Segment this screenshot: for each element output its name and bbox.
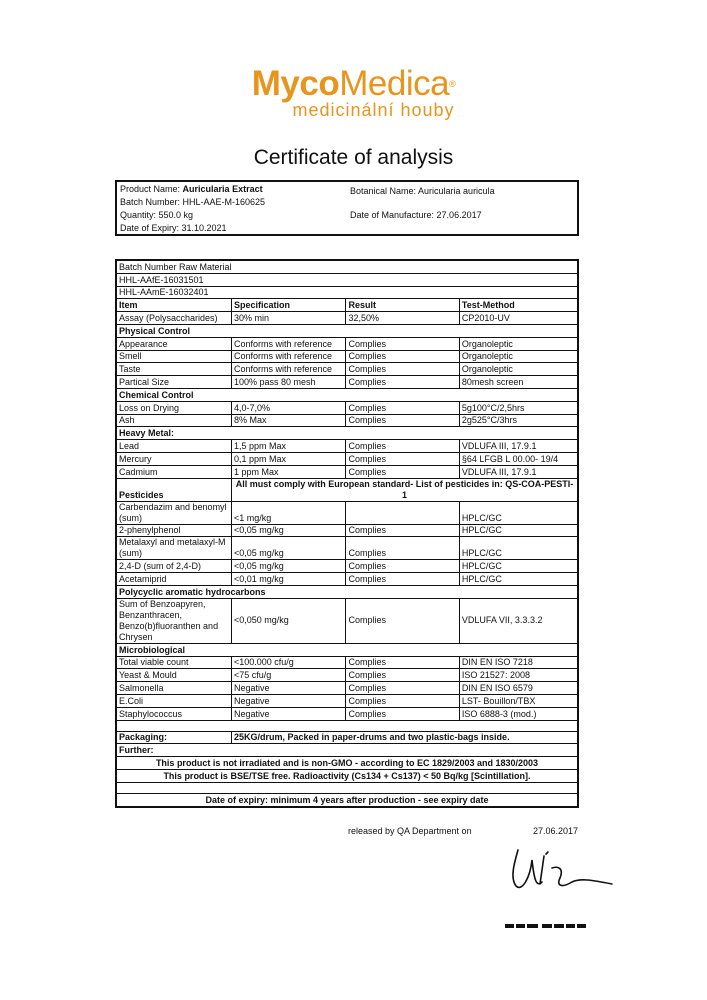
cell-item: Lead [116, 440, 232, 453]
cell-item: Ash [116, 414, 232, 427]
expiry-note-row [116, 793, 578, 806]
cell-spec: Conforms with reference [232, 363, 346, 376]
spacer-row [116, 720, 578, 731]
cell-item: Yeast & Mould [116, 669, 232, 682]
cell-spec: <75 cfu/g [232, 669, 346, 682]
cell-spec: Negative [232, 682, 346, 695]
date-of-manufacture: Date of Manufacture: 27.06.2017 [350, 210, 482, 220]
cell-method: HPLC/GC [459, 573, 578, 586]
section-physical-control: Physical Control [116, 324, 578, 337]
cell-method: Organoleptic [459, 337, 578, 350]
section-heavy-metal: Heavy Metal: [116, 427, 578, 440]
raw-material-label-row [116, 260, 578, 273]
cell-spec: 1,5 ppm Max [232, 440, 346, 453]
table-row [116, 401, 578, 414]
cell-result: Complies [346, 560, 459, 573]
cell-result: Complies [346, 350, 459, 363]
cell-spec: 1 ppm Max [232, 465, 346, 478]
cell-item: 2,4-D (sum of 2,4-D) [116, 560, 232, 573]
cell-method: ISO 6888-3 (mod.) [459, 707, 578, 720]
cell-item: Smell [116, 350, 232, 363]
spacer-row [116, 782, 578, 793]
cell-item: Cadmium [116, 465, 232, 478]
cell-spec: <1 mg/kg [232, 501, 346, 524]
column-header-item: Item [116, 299, 232, 312]
pesticides-note: All must comply with European standard- List of pesticides in: QS-COA-PESTI-1 [232, 478, 579, 501]
further-label: Further: [116, 744, 578, 757]
cell-method: CP2010-UV [459, 312, 578, 325]
packaging-row [116, 731, 578, 744]
table-row [116, 452, 578, 465]
cell-spec: 4,0-7,0% [232, 401, 346, 414]
raw-material-label: Batch Number Raw Material [116, 260, 578, 273]
logo-brand-bold: Myco [251, 64, 340, 103]
cell-result: Complies [346, 337, 459, 350]
table-row [116, 707, 578, 720]
cell-item-line: Metalaxyl and metalaxyl-M [119, 537, 226, 548]
table-row [116, 312, 578, 325]
cell-item: E.Coli [116, 694, 232, 707]
cell-spec: <0,05 mg/kg [232, 537, 346, 560]
further-line-2: This product is BSE/TSE free. Radioactivity (Cs134 + Cs137) < 50 Bq/kg [Scintillation]. [116, 769, 578, 782]
logo-subtitle: medicinální houby [292, 100, 455, 120]
cell-item: Partical Size [116, 376, 232, 389]
cell-result: Complies [346, 694, 459, 707]
cell-spec: Negative [232, 694, 346, 707]
cell-result: Complies [346, 537, 459, 560]
cell-item: Assay (Polysaccharides) [116, 312, 232, 325]
botanical-name: Botanical Name: Auricularia auricula [350, 186, 495, 196]
column-header-specification: Specification [232, 299, 346, 312]
section-chemical-control: Chemical Control [116, 388, 578, 401]
raw-material-batch-row [116, 286, 578, 299]
section-header-row [116, 478, 578, 501]
cell-item-line: Chrysen [119, 631, 153, 642]
section-microbiological: Microbiological [116, 643, 578, 656]
product-header-box [115, 180, 579, 236]
cell-method: ISO 21527: 2008 [459, 669, 578, 682]
document-title: Certificate of analysis [253, 146, 454, 169]
signature-icon [500, 838, 620, 898]
cell-item [116, 537, 232, 560]
cell-method: 2g525°C/3hrs [459, 414, 578, 427]
cell-item: Staphylococcus [116, 707, 232, 720]
table-row [116, 337, 578, 350]
raw-material-batch-row [116, 273, 578, 286]
further-line-row [116, 769, 578, 782]
table-row [116, 350, 578, 363]
product-name-value: Auricularia Extract [182, 184, 263, 194]
table-row [116, 537, 578, 560]
cell-result: Complies [346, 376, 459, 389]
further-row [116, 744, 578, 757]
section-header-row [116, 388, 578, 401]
cell-item [116, 598, 232, 643]
analysis-table [115, 259, 579, 808]
cell-method: 5g100°C/2,5hrs [459, 401, 578, 414]
table-row [116, 669, 578, 682]
product-name [120, 183, 263, 195]
cell-spec: <0,01 mg/kg [232, 573, 346, 586]
cell-method: LST- Bouillon/TBX [459, 694, 578, 707]
cell-item: Appearance [116, 337, 232, 350]
further-line-1: This product is not irradiated and is non-GMO - according to EC 1829/2003 and 1830/2003 [116, 757, 578, 770]
cell-item: Loss on Drying [116, 401, 232, 414]
column-header-test-method: Test-Method [459, 299, 578, 312]
cell-spec: Conforms with reference [232, 337, 346, 350]
table-row [116, 573, 578, 586]
cell-result: Complies [346, 656, 459, 669]
cell-result: Complies [346, 598, 459, 643]
cell-spec: <100.000 cfu/g [232, 656, 346, 669]
cell-item: 2-phenylphenol [116, 524, 232, 537]
cell-result: Complies [346, 452, 459, 465]
date-of-expiry: Date of Expiry: 31.10.2021 [120, 223, 227, 233]
blank-cell [116, 720, 578, 731]
cell-method: HPLC/GC [459, 524, 578, 537]
cell-method: HPLC/GC [459, 537, 578, 560]
section-header-row [116, 643, 578, 656]
expiry-note: Date of expiry: minimum 4 years after production - see expiry date [116, 793, 578, 806]
cell-item [116, 501, 232, 524]
section-header-row [116, 585, 578, 598]
cell-method: HPLC/GC [459, 560, 578, 573]
company-logo [0, 66, 707, 121]
cell-spec: <0,05 mg/kg [232, 560, 346, 573]
cell-item-line: Carbendazim and benomyl [119, 501, 227, 512]
cell-item: Total viable count [116, 656, 232, 669]
cell-item-line: (sum) [119, 548, 142, 559]
cell-method: DIN EN ISO 7218 [459, 656, 578, 669]
packaging-value: 25KG/drum, Packed in paper-drums and two plastic-bags inside. [232, 731, 579, 744]
logo-brand-light: Medica [339, 64, 450, 103]
cell-spec: <0,05 mg/kg [232, 524, 346, 537]
cell-item: Taste [116, 363, 232, 376]
cell-item-line: (sum) [119, 512, 142, 523]
cell-method: 80mesh screen [459, 376, 578, 389]
cell-result: Complies [346, 669, 459, 682]
cell-spec: 0,1 ppm Max [232, 452, 346, 465]
cell-result: Complies [346, 414, 459, 427]
table-row [116, 501, 578, 524]
cell-method: Organoleptic [459, 363, 578, 376]
cell-spec: 8% Max [232, 414, 346, 427]
cell-method: VDLUFA VII, 3.3.3.2 [459, 598, 578, 643]
stamp-fragment-icon [505, 922, 587, 929]
table-row [116, 363, 578, 376]
section-header-row [116, 427, 578, 440]
column-header-row [116, 299, 578, 312]
cell-result: Complies [346, 682, 459, 695]
cell-method: Organoleptic [459, 350, 578, 363]
table-row [116, 656, 578, 669]
cell-result: Complies [346, 401, 459, 414]
cell-result: Complies [346, 524, 459, 537]
table-row [116, 682, 578, 695]
cell-item: Salmonella [116, 682, 232, 695]
cell-item-line: Benzanthracen, [119, 609, 183, 620]
logo-registered: ® [449, 79, 456, 89]
raw-material-batch-2: HHL-AAmE-16032401 [116, 286, 578, 299]
cell-spec: Negative [232, 707, 346, 720]
cell-result: Complies [346, 465, 459, 478]
cell-method: VDLUFA III, 17.9.1 [459, 440, 578, 453]
cell-item: Acetamiprid [116, 573, 232, 586]
cell-method: VDLUFA III, 17.9.1 [459, 465, 578, 478]
cell-spec: 100% pass 80 mesh [232, 376, 346, 389]
table-row [116, 414, 578, 427]
further-line-row [116, 757, 578, 770]
cell-result: Complies [346, 363, 459, 376]
cell-spec: 30% min [232, 312, 346, 325]
table-row [116, 598, 578, 643]
release-date: 27.06.2017 [533, 826, 579, 836]
table-row [116, 376, 578, 389]
batch-number: Batch Number: HHL-AAE-M-160625 [120, 197, 266, 207]
cell-item: Mercury [116, 452, 232, 465]
cell-result: Complies [346, 440, 459, 453]
table-row [116, 440, 578, 453]
section-pesticides: Pesticides [116, 478, 232, 501]
packaging-label: Packaging: [116, 731, 232, 744]
release-text: released by QA Department on [348, 826, 472, 836]
cell-result: Complies [346, 707, 459, 720]
section-pah: Polycyclic aromatic hydrocarbons [116, 585, 578, 598]
blank-cell [116, 782, 578, 793]
cell-spec: Conforms with reference [232, 350, 346, 363]
cell-item-line: Sum of Benzoapyren, [119, 598, 206, 609]
cell-method: HPLC/GC [459, 501, 578, 524]
table-row [116, 694, 578, 707]
cell-result: Complies [346, 573, 459, 586]
raw-material-batch-1: HHL-AAfE-16031501 [116, 273, 578, 286]
cell-method: §64 LFGB L 00.00- 19/4 [459, 452, 578, 465]
product-name-label: Product Name: [120, 184, 181, 194]
section-header-row [116, 324, 578, 337]
cell-spec: <0,050 mg/kg [232, 598, 346, 643]
table-row [116, 524, 578, 537]
cell-method: DIN EN ISO 6579 [459, 682, 578, 695]
table-row [116, 465, 578, 478]
cell-result [346, 501, 459, 524]
cell-item-line: Benzo(b)fluoranthen and [119, 620, 219, 631]
column-header-result: Result [346, 299, 459, 312]
table-row [116, 560, 578, 573]
quantity: Quantity: 550.0 kg [120, 210, 194, 220]
cell-result: 32,50% [346, 312, 459, 325]
